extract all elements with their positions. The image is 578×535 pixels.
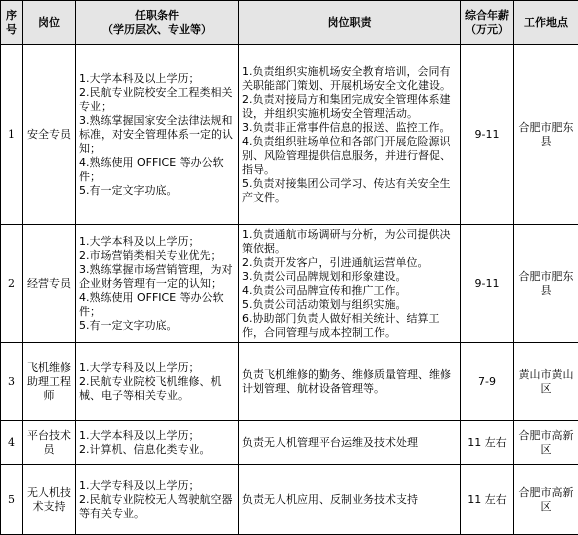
- duty-line: 负责飞机维修的勤务、维修质量管理、维修计划管理、航材设备管理等。: [242, 368, 457, 396]
- duty-line: 5.负责对接集团公司学习、传达有关安全生产文件。: [242, 177, 457, 205]
- duty-line: 4.负责公司品牌宣传和推广工作。: [242, 284, 457, 298]
- row-number: 4: [1, 421, 23, 465]
- location-cell: 黄山市黄山区: [514, 343, 578, 421]
- salary-cell: 11 左右: [461, 465, 514, 535]
- requirement-line: 2.市场营销类相关专业优先；: [79, 249, 235, 263]
- requirement-line: 2.民航专业院校安全工程类相关专业；: [79, 86, 235, 114]
- duty-line: 负责无人机应用、反制业务技术支持: [242, 493, 457, 507]
- duty-line: 6.协助部门负责人做好相关统计、结算工作，合同管理与成本控制工作。: [242, 312, 457, 340]
- location-cell: 合肥市肥东县: [514, 45, 578, 225]
- duty-line: 3.负责非正常事件信息的报送、监控工作。: [242, 121, 457, 135]
- requirement-line: 4.熟练使用 OFFICE 等办公软件；: [79, 291, 235, 319]
- location-cell: 合肥市高新区: [514, 421, 578, 465]
- duty-line: 2.负责开发客户，引进通航运营单位。: [242, 256, 457, 270]
- post-name: 经营专员: [23, 225, 76, 343]
- table-row: [1, 421, 578, 465]
- duty-line: 5.负责公司活动策划与组织实施。: [242, 298, 457, 312]
- duties-cell: [239, 45, 461, 225]
- duty-line: 2.负责对接局方和集团完成安全管理体系建设，并组织实施机场安全管理活动。: [242, 93, 457, 121]
- requirement-line: 3.熟练掌握国家安全法律法规和标准，对安全管理体系一定的认知；: [79, 114, 235, 156]
- duties-cell: [239, 343, 461, 421]
- duty-line: 1.负责组织实施机场安全教育培训，会同有关职能部门策划、开展机场安全文化建设。: [242, 65, 457, 93]
- requirement-line: 3.熟练掌握市场营销管理，为对企业财务管理有一定的认知；: [79, 263, 235, 291]
- duties-cell: [239, 465, 461, 535]
- requirements-cell: [76, 45, 239, 225]
- requirement-line: 2.民航专业院校飞机维修、机械、电子等相关专业。: [79, 375, 235, 403]
- table-row: [1, 225, 578, 343]
- post-name: 无人机技术支持: [23, 465, 76, 535]
- requirement-line: 1.大学专科及以上学历；: [79, 361, 235, 375]
- requirements-cell: [76, 343, 239, 421]
- header-location: 工作地点: [514, 1, 578, 45]
- duty-line: 1.负责通航市场调研与分析，为公司提供决策依据。: [242, 228, 457, 256]
- header-post: 岗位: [23, 1, 76, 45]
- row-number: 2: [1, 225, 23, 343]
- salary-cell: 9-11: [461, 225, 514, 343]
- location-cell: 合肥市高新区: [514, 465, 578, 535]
- requirement-line: 5.有一定文字功底。: [79, 184, 235, 198]
- post-name: 安全专员: [23, 45, 76, 225]
- post-name: 飞机维修助理工程师: [23, 343, 76, 421]
- requirement-line: 1.大学本科及以上学历；: [79, 235, 235, 249]
- table-row: [1, 465, 578, 535]
- duties-cell: [239, 421, 461, 465]
- requirements-cell: [76, 421, 239, 465]
- duty-line: 4.负责组织驻场单位和各部门开展危险源识别、风险管理提供信息服务，并进行督促、指导。: [242, 135, 457, 177]
- salary-cell: 11 左右: [461, 421, 514, 465]
- row-number: 1: [1, 45, 23, 225]
- table-row: [1, 45, 578, 225]
- post-name: 平台技术员: [23, 421, 76, 465]
- requirement-line: 5.有一定文字功底。: [79, 319, 235, 333]
- duties-cell: [239, 225, 461, 343]
- requirement-line: 1.大学专科及以上学历；: [79, 479, 235, 493]
- requirements-cell: [76, 465, 239, 535]
- row-number: 5: [1, 465, 23, 535]
- header-duties: 岗位职责: [239, 1, 461, 45]
- header-no: 序号: [1, 1, 23, 45]
- requirement-line: 4.熟练使用 OFFICE 等办公软件；: [79, 156, 235, 184]
- table-row: [1, 343, 578, 421]
- header-requirements: 任职条件 （学历层次、专业等）: [76, 1, 239, 45]
- requirement-line: 2.民航专业院校无人驾驶航空器等有关专业。: [79, 493, 235, 521]
- row-number: 3: [1, 343, 23, 421]
- duty-line: 3.负责公司品牌规划和形象建设。: [242, 270, 457, 284]
- requirement-line: 2.计算机、信息化类专业。: [79, 443, 235, 457]
- requirements-cell: [76, 225, 239, 343]
- requirement-line: 1.大学本科及以上学历；: [79, 429, 235, 443]
- header-salary: 综合年薪（万元）: [461, 1, 514, 45]
- requirement-line: 1.大学本科及以上学历；: [79, 72, 235, 86]
- header-row: [1, 1, 578, 45]
- salary-cell: 7-9: [461, 343, 514, 421]
- location-cell: 合肥市肥东县: [514, 225, 578, 343]
- duty-line: 负责无人机管理平台运维及技术处理: [242, 436, 457, 450]
- salary-cell: 9-11: [461, 45, 514, 225]
